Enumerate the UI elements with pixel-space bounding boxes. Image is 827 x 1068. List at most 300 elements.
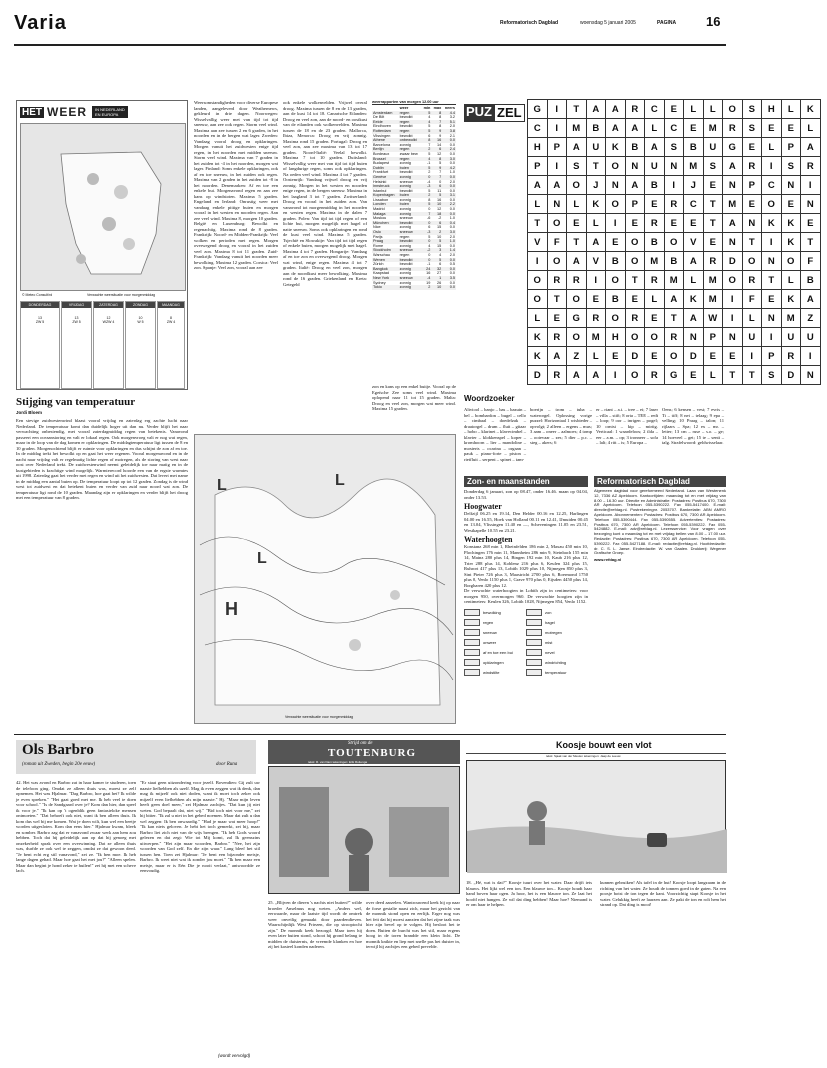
puzzle-cell: A xyxy=(684,252,704,271)
puzzle-cell: K xyxy=(528,347,548,366)
puzzle-cell: C xyxy=(762,176,782,195)
raft-text-2: kunnen gebruiken! Als tafel in de hut! Koosje loopt langzaam in de richting van het water. Ze houdt de tonnen goed in de gaten. Na een poosje botst de ton tegen de kant. Voorzichtig stapt Koosje in het water. Gelukkig heeft ze laarzen aan. Ze pakt de ton en rolt hem het strand op. Dat ding is mooi! xyxy=(600,880,726,907)
puzzle-cell: R xyxy=(664,195,684,214)
forecast-temp: 12 xyxy=(106,316,111,320)
weather-table-col-header: neers xyxy=(444,106,455,110)
puzzle-cell: E xyxy=(645,347,665,366)
puzzle-cell: L xyxy=(528,309,548,328)
puzzle-cell: M xyxy=(586,328,606,347)
weather-table-cell: 4 xyxy=(421,157,431,162)
weather-table-cell: 0.4 xyxy=(442,221,456,226)
puzzle-cell: I xyxy=(606,214,626,233)
puzzle-cell: F xyxy=(742,290,762,309)
puzzle-cell: M xyxy=(781,309,801,328)
puzzle-cell: K xyxy=(762,214,782,233)
weather-table-cell: 9 xyxy=(431,166,442,171)
weather-table-cell: zonnig xyxy=(399,225,411,230)
puzzle-cell: N xyxy=(781,176,801,195)
puzzle-cell: C xyxy=(528,119,548,138)
puzzle-cell: N xyxy=(723,328,743,347)
weather-table-cell: 16 xyxy=(437,197,442,202)
puzzle-cell: I xyxy=(547,100,567,119)
puzzle-cell: L xyxy=(781,271,801,290)
puzzle-cell: K xyxy=(781,214,801,233)
weather-table-row xyxy=(372,285,456,290)
puzzle-cell: R xyxy=(645,366,665,385)
weather-table-cell: Londen xyxy=(372,202,399,207)
word-list-title: Woordzoeker xyxy=(464,394,515,403)
puzzle-cell: N xyxy=(684,328,704,347)
legend-item: mist xyxy=(526,638,588,648)
comic-text-1: 25. „Blijven de dieren 's nachts niet buiten?" wilde broeder Anselmus nog weten. „Anders wel, eerwaarde, maar de laatste tijd wordt de omtrek weer onveilig gemaakt door paardendieven. Waarschijnlijk West Friezen, die op strooptocht zijn." De monnik keek bezorgd. Maar toen hij even later buiten stond, schoot hij grond belang te midden de duisternis, de vreemde klanken en hoe zij het kasteel konden naderen. xyxy=(268,900,362,949)
legend-icon xyxy=(464,669,480,676)
puzzle-cell: A xyxy=(684,309,704,328)
puzzle-cell: D xyxy=(781,366,801,385)
puzzle-cell: N xyxy=(742,214,762,233)
puzzle-cell: O xyxy=(567,176,587,195)
puzzle-cell: I xyxy=(801,347,821,366)
story-title: Ols Barbro xyxy=(22,742,94,758)
colofon-title: Reformatorisch Dagblad xyxy=(594,476,726,487)
weather-table-cell: Eelde xyxy=(372,120,399,125)
puzzle-cell: A xyxy=(567,252,587,271)
weather-table-cell: 0.0 xyxy=(442,267,456,272)
weather-table-cell: 7 xyxy=(428,142,431,147)
raft-header xyxy=(466,740,726,754)
weather-table-header: weerrapporten van morgen 12.00 uur xyxy=(372,100,456,105)
legend-item: nevel xyxy=(526,648,588,658)
puzzle-cell: E xyxy=(606,233,626,252)
weather-table-cell: Moskou xyxy=(373,216,387,221)
puzzle-cell: O xyxy=(606,195,626,214)
weather-table-cell: 0 xyxy=(421,239,431,244)
weather-subtitle-2: EN EUROPA xyxy=(95,112,119,117)
forecast-wind: ZW 4 xyxy=(166,320,176,324)
puzzle-cell: I xyxy=(762,328,782,347)
weather-table-cell: 4 xyxy=(428,243,431,248)
puzzle-cell: T xyxy=(703,195,723,214)
forecast-wind: ZW 5 xyxy=(35,320,45,324)
puzzle-cell: O xyxy=(742,252,762,271)
puzzle-cell: V xyxy=(528,233,548,252)
puzzle-cell: K xyxy=(684,290,704,309)
puzzle-cell: O xyxy=(547,214,567,233)
puzzle-cell: H xyxy=(528,138,548,157)
puzzle-cell: M xyxy=(703,290,723,309)
raft-credit: tekst: Sjaak van der Meulen tekeningen: Jaap de Leeuw xyxy=(546,754,621,758)
puzzle-cell: A xyxy=(664,290,684,309)
puzzle-cell: M xyxy=(703,271,723,290)
netherlands-map-svg xyxy=(21,124,187,292)
puzzle-cell: U xyxy=(703,138,723,157)
weather-table-cell: Rotterdam xyxy=(372,129,399,134)
puzzle-cell: H xyxy=(762,100,782,119)
comic-credit: tekst: R. van Dam tekeningen: Erik Ruitenga xyxy=(308,760,368,764)
puzzle-cell: A xyxy=(586,233,606,252)
puzzle-cell: T xyxy=(528,214,548,233)
weather-table-cell: 5 xyxy=(431,258,442,263)
weather-map-caption: Verwachte weersituatie voor morgenmiddag xyxy=(87,293,156,297)
puzzle-cell: A xyxy=(625,119,645,138)
weather-box xyxy=(16,100,188,390)
puzzle-cell: N xyxy=(606,176,626,195)
weather-table-cell: bewolkt xyxy=(399,221,422,226)
weather-table-cell: 4 xyxy=(439,253,442,257)
puzzle-cell: I xyxy=(801,176,821,195)
puzzle-cell: O xyxy=(664,233,684,252)
girl-head xyxy=(527,801,547,821)
weather-table-cell: Kaapstad xyxy=(373,271,390,276)
puzzle-cell: E xyxy=(684,119,704,138)
puzzle-cell: R xyxy=(547,328,567,347)
puzzle-cell: D xyxy=(528,366,548,385)
weather-table-cell: 3.2 xyxy=(449,115,455,120)
weather-table-cell: Oslo xyxy=(372,230,399,235)
weather-table-cell: 0.0 xyxy=(442,138,456,143)
cloud-icon xyxy=(114,185,128,199)
puzzle-cell: L xyxy=(586,347,606,366)
weather-table-cell: 32 xyxy=(431,267,442,272)
weather-table-cell: zonnig xyxy=(399,271,411,276)
weather-table-cell: zonnig xyxy=(399,207,411,212)
weather-table-cell: 0.0 xyxy=(449,188,455,193)
comic-scene-svg xyxy=(269,767,461,895)
legend-item: af en toe een bui xyxy=(464,648,526,658)
weather-table-cell: -4 xyxy=(426,179,431,184)
puzzle-row xyxy=(528,328,821,347)
weather-table-cell: Sydney xyxy=(373,280,386,285)
weather-table-cell: 0.0 xyxy=(449,243,455,248)
weather-table-cell: 15 xyxy=(437,225,442,230)
puzzle-cell: C xyxy=(684,195,704,214)
weather-table-cell: 4.4 xyxy=(442,111,456,116)
comic-header xyxy=(268,740,460,764)
puzzle-cell: A xyxy=(567,366,587,385)
legend-icon xyxy=(464,629,480,636)
forecast-wind: W 5 xyxy=(137,320,144,324)
puzzle-row xyxy=(528,138,821,157)
legend-item: onweer xyxy=(464,638,526,648)
raft-illustration xyxy=(466,760,726,872)
puzzle-cell: V xyxy=(586,252,606,271)
puzzle-cell: N xyxy=(723,233,743,252)
weather-table-cell: 3.1 xyxy=(442,193,456,198)
weather-table-cell: -1 xyxy=(426,161,431,166)
weather-table-cell: 14 xyxy=(437,142,442,147)
word-search-grid xyxy=(527,99,827,399)
weather-table-cell: regen xyxy=(399,253,410,257)
weather-table-cell: 2.0 xyxy=(449,124,455,129)
weather-table-cell: bewolkt xyxy=(399,133,413,138)
weather-table-cell: regen xyxy=(399,129,422,134)
puzzle-cell: L xyxy=(781,100,801,119)
weather-table-cell: 0.5 xyxy=(449,262,455,267)
weather-table-cell: Innsbruck xyxy=(372,184,399,189)
weather-table-cell: 5 xyxy=(431,239,442,244)
puzzle-cell: U xyxy=(742,328,762,347)
puzzle-row xyxy=(528,252,821,271)
puzzle-cell: B xyxy=(801,271,821,290)
puzzle-cell: E xyxy=(781,119,801,138)
weather-table-cell: Athene xyxy=(372,138,399,143)
weather-table-cell: 0.0 xyxy=(449,142,455,147)
forecast-wind: ZW 5 xyxy=(72,320,81,324)
puzzle-cell: L xyxy=(684,271,704,290)
weather-table-cell: zonnig xyxy=(399,212,422,217)
puzzle-cell: R xyxy=(625,309,645,328)
weather-table-cell: zonnig xyxy=(399,197,411,202)
header-rule xyxy=(14,44,726,46)
puzzle-cell: M xyxy=(664,271,684,290)
weather-table-cell: regen xyxy=(399,120,422,125)
low-pressure-label: L xyxy=(257,550,267,567)
puzzle-cell: L xyxy=(762,138,782,157)
weather-table-cell: 5 xyxy=(421,202,431,207)
story-col-2: "Er staat geen uitzondering voor jezelf. Bovendien: Gij zult uw naaste liefhebben als uzelf. Mag ik even zeggen wat ik denk, dan mag ik mijzelf ook niet doden, want ik moet toch zeker ook mijzelf even liefhebben als mijn naaste." Hj. "Maar mijn leven heeft geen doel meer," zei Hjalmar zachtjes. "Dat kun jij niet weten. God bepaalt dat, niet wij." "Bid toch niet voor me," zei hij bitter. "Ik zal u niet in het gebed noemen. Maar dat zult u dan wel zeggen: Ik ben onwaardig." "Had je maar wat meer hoop!" "Ik kan niets geloven. Je hebt het toch gemerkt, zei hij, maar Barbro liet zich niet van de wijs brengen. "Ik heb Gods woord gelezen en dat zegt: Wie tot Mij komt, zal Ik geenszins uitwerpen." "Het zijn maar woorden, Barbro." "Nee, het zijn woorden van God zelf. En die zijn waar." Lang bleef het stil tussen hen. Toen zei Hjalmar: "Je bent een bijzonder meisje, Barbro. Ik weet niet wat ik zonder jou moet." "Ik ben maar een meisje, maar er is Eén Die je nooit verlaat," antwoordde ze eenvoudig. xyxy=(140,780,260,873)
paper-name: Reformatorisch Dagblad xyxy=(500,20,559,26)
weather-subtitle xyxy=(92,106,128,118)
weather-table-cell: 0.0 xyxy=(449,271,455,276)
puzzle-cell: M xyxy=(684,157,704,176)
puzzle-cell: A xyxy=(586,366,606,385)
weather-table-cell: -2 xyxy=(421,248,431,253)
weather-table-cell: Dublin xyxy=(372,166,399,171)
weather-table-cell: 5 xyxy=(428,124,431,129)
puzzle-cell: A xyxy=(645,138,665,157)
puzzle-cell: V xyxy=(684,233,704,252)
weather-table-cell: 6 xyxy=(431,147,442,152)
comic-title-2: TOUTENBURG xyxy=(328,747,417,759)
puzzle-cell: R xyxy=(547,366,567,385)
puzzle-row xyxy=(528,233,821,252)
puzzle-cell: E xyxy=(625,214,645,233)
puzzle-cell: P xyxy=(781,138,801,157)
weather-table-cell: 8 xyxy=(439,124,442,129)
word-list-col-3: er – riant – a.i. – tree – ei; 7 laser – villa – stift; 8 orta – TEE – redt – loop; 9 oor – inrigen – pogel; 10 ornist – kip – mirtig. Verticaal: 1 waardeloos; 2 ilda – eer – a.m. – op; 3 ironneer – sofa – lalt; 4 ritt – is; 5 Europa – xyxy=(596,407,658,445)
tides-title: Zon- en maanstanden xyxy=(464,476,588,487)
weather-table-cell: 16 xyxy=(431,138,442,143)
puzzle-cell: L xyxy=(567,195,587,214)
puzzle-cell: D xyxy=(625,347,645,366)
hoogwater-title: Hoogwater xyxy=(464,502,502,511)
story-header xyxy=(16,740,256,774)
weather-table-cell: sneeuw xyxy=(399,230,422,235)
weather-table-cell: zonnig xyxy=(399,175,422,180)
puzzle-cell: O xyxy=(625,252,645,271)
weather-table-cell: 5 xyxy=(428,188,431,193)
puzzle-row xyxy=(528,366,821,385)
weather-table-cell: 8 xyxy=(428,197,431,202)
puzzle-cell: S xyxy=(781,157,801,176)
puzzle-cell: L xyxy=(528,195,548,214)
puzzle-cell: A xyxy=(606,100,626,119)
weather-table-cell: De Bilt xyxy=(373,115,385,120)
raft-box xyxy=(466,740,726,1060)
weather-table-cell: Warschau xyxy=(373,253,390,257)
weather-table-cell: 0 xyxy=(421,221,431,226)
puzzle-cell: C xyxy=(645,100,665,119)
weather-table-cell: New York xyxy=(372,276,399,281)
weather-table-cell: 3.5 xyxy=(442,276,456,281)
puzzle-cell: L xyxy=(703,366,723,385)
puzzle-cell: T xyxy=(567,100,587,119)
weather-table-cell: 2.0 xyxy=(449,179,455,184)
weather-table-cell: 0 xyxy=(421,258,431,263)
puzzle-logo-b: ZEL xyxy=(494,104,525,122)
weather-table-cell: 1 xyxy=(431,276,442,281)
puzzle-cell: A xyxy=(801,290,821,309)
puzzle-cell: E xyxy=(684,366,704,385)
weather-table-cell: 3.0 xyxy=(442,157,456,162)
weather-table-cell: 3.0 xyxy=(442,230,456,235)
weather-table-cell: 8 xyxy=(431,111,442,116)
section-title: Varia xyxy=(14,12,67,34)
weather-table-cell: bewolkt xyxy=(399,262,413,267)
weather-table-cell: 0.0 xyxy=(442,184,456,189)
weather-table-cell: 1.0 xyxy=(442,239,456,244)
europe-map xyxy=(194,434,456,724)
temperature-article xyxy=(16,396,188,726)
puzzle-cell: A xyxy=(606,119,626,138)
puzzle-cell: E xyxy=(703,233,723,252)
puzzle-cell: L xyxy=(742,309,762,328)
puzzle-cell: E xyxy=(645,309,665,328)
legend-item: sneeuw xyxy=(464,628,526,638)
puzzle-cell: R xyxy=(645,214,665,233)
legend-item: windrichting xyxy=(526,658,588,668)
low-pressure-label: L xyxy=(217,477,227,494)
legend-icon xyxy=(464,619,480,626)
colofon-body: Algemeen dagblad voor gereformeerd Nederland. Laan van Westenenk 12, 7336 AZ Apeldoorn. Kantoortijden: maandag tot en met vrijdag van 8.00 – 16.30 uur. Directie en Administratie: Postadres: Postbus 670, 7300 AR Apeldoorn. Telefoon 055-5390222. Fax 055-5417400. E-mail: directie@refdag.nl. Postrekeningnr. 2053707. Bankrelatie: ABN AMRO Apeldoorn. Abonnementen: Postadres: Postbus 670, 7300 AR Apeldoorn. Telefoon 055-5390444. Fax 055-5390555. Advertenties: Postadres: Postbus 670, 7300 AR Apeldoorn. Telefoon 055-5390222. Fax 055-5424882. E-mail: adv@refdag.nl. Lezersservice: Voor vragen over bezorging kunt u maandag tot en met vrijdag bellen van 8.00 – 17.00 uur. Redactie: Postadres: Postbus 670, 7300 AR Apeldoorn. Telefoon 055-5390222. Fax 055-5427188. E-mail: redactie@refdag.nl. Hoofdredactie: dr. C. S. L. Janse. Eindredactie: W. van Gaalen. Drukkerij: Wegener Grafische Groep. xyxy=(594,488,726,556)
puzzle-cell: E xyxy=(801,214,821,233)
weather-table-cell: 1.4 xyxy=(442,248,456,253)
forecast-day: ZONDAG 10 W 5 xyxy=(125,301,156,389)
weather-table-cell: Zürich xyxy=(373,262,384,267)
weather-table-cell: bewolkt xyxy=(399,170,413,175)
weather-table-cell: Helsinki xyxy=(373,179,387,184)
weather-table-cell: 2 xyxy=(421,285,431,290)
raft-title: Koosje bouwt een vlot xyxy=(556,740,652,750)
europe-weather-col-2: ook enkele wolkenvelden. Vrijwel overal droog. Maxima tussen de 8 en de 13 graden, aan de kust 14 tot 18. Canarische Eilanden: Droog en veel zon, aan de noord- en oostkust van de eilanden ook wolkenvelden. Maxima tussen de 18 en de 23 graden. Mallorca, Ibiza, Menorca: Droog en vrij zonnig. Maxima rond 15 graden. Portugal: Droog en veel zon, aan zee maxima van 13 tot 17 graden. Noord-Italië: Veelal bewolkt. Maxima 7 tot 10 graden. Duitsland: Wisselvallig weer met van tijd tot tijd buien of langdurige regen, soms ook opklaringen. Na oeden veel wind. Maxima 4 tot 7 graden. Oostenrijk: Vandaag vrijwel droog en vrij zonnig. Morgen in het westen en noorden enige regen, in de bergen sneeuw. Maxima in het laagland 3 tot 7 graden. Zwitserland: Droog en vooral in het zuiden zon. Van vanavond tot morgenmiddag in het noorden en westen regen. Maxima in de dalen 7 graden. Polen: Van tijd tot tijd regen of een lichte bui, morgen mogelijk met hagel of natte sneeuw. Soms ook opklaringen en rond de kust veel wind. Maxima 5 graden. Tsjechië en Slowakije: Van tijd tot tijd regen of enkele buien, morgen mogelijk met hagel. Maxima 4 tot 7 graden. Hongarije: Vandaag af en toe zon en overwegend droog. Morgen wat wind, enige regen. Maxima 4 tot 7 graden. Italië: Droog en veel zon, morgen aan de noordkust meer bewolking. Maxima rond de 16 graden. Griekenland en Kreta: Getegeld xyxy=(283,100,367,287)
puzzle-cell: L xyxy=(703,100,723,119)
weather-table-cell: Malaga xyxy=(372,212,399,217)
puzzle-cell: D xyxy=(684,347,704,366)
puzzle-cell: U xyxy=(801,328,821,347)
weather-table-cell: 0.0 xyxy=(449,207,455,212)
weather-table-cell: zonnig xyxy=(399,285,422,290)
puzzle-cell: T xyxy=(547,290,567,309)
weather-table-cell: buien xyxy=(399,202,422,207)
puzzle-row xyxy=(528,290,821,309)
legend-item: regen xyxy=(464,618,526,628)
weather-table-cell: 10 xyxy=(431,285,442,290)
weather-table-cell: Wenen xyxy=(372,258,399,263)
puzzle-cell: T xyxy=(762,271,782,290)
weather-table-cell: 8 xyxy=(421,138,431,143)
weather-table-cell: 7 xyxy=(421,212,431,217)
weather-table-cell: 7 xyxy=(431,120,442,125)
weather-table-cell: 4 xyxy=(428,115,431,120)
puzzle-cell: N xyxy=(801,195,821,214)
forecast-temp: 8 xyxy=(170,316,172,320)
puzzle-cell: E xyxy=(625,290,645,309)
word-search-table xyxy=(527,99,821,385)
puzzle-cell: J xyxy=(684,176,704,195)
weather-table-cell: onbewolkt xyxy=(399,138,422,143)
puzzle-cell: E xyxy=(762,290,782,309)
puzzle-cell: N xyxy=(801,366,821,385)
comic-box xyxy=(268,740,460,1060)
puzzle-row xyxy=(528,195,821,214)
weather-table-cell: bewolkt xyxy=(399,258,422,263)
puzzle-cell: S xyxy=(742,100,762,119)
puzzle-cell: S xyxy=(742,119,762,138)
puzzle-cell: I xyxy=(547,157,567,176)
weather-title-weer: WEER xyxy=(44,105,90,119)
forecast-day: ZATERDAG 12 WZW 4 xyxy=(93,301,124,389)
weather-table xyxy=(372,106,456,290)
building xyxy=(389,807,449,877)
forecast-day: VRIJDAG 13 ZW 5 xyxy=(61,301,92,389)
weather-table-cell: Bangkok xyxy=(372,267,399,272)
puzzle-cell: S xyxy=(664,138,684,157)
weather-table-cell: 2 xyxy=(428,170,431,175)
puzzle-cell: U xyxy=(645,157,665,176)
puzzle-cell: N xyxy=(547,195,567,214)
weather-table-cell: 5 xyxy=(421,129,431,134)
weather-table-cell: Parijs xyxy=(373,234,383,239)
weather-table-cell: 6 xyxy=(431,221,442,226)
puzzle-cell: W xyxy=(703,309,723,328)
puzzle-cell: E xyxy=(664,214,684,233)
weather-table-cell: 0.0 xyxy=(442,258,456,263)
puzzle-cell: I xyxy=(606,366,626,385)
europe-map-caption: Verwachte weersituatie voor morgenmiddag xyxy=(285,715,354,719)
puzzle-row xyxy=(528,119,821,138)
puzzle-cell: R xyxy=(742,157,762,176)
puzzle-cell: G xyxy=(723,138,743,157)
weather-table-cell: bewolkt xyxy=(399,124,413,129)
puzzle-cell: B xyxy=(586,119,606,138)
puzzle-cell: B xyxy=(606,252,626,271)
puzzle-cell: T xyxy=(801,233,821,252)
weather-table-cell: regen xyxy=(399,157,422,162)
weather-table-cell: München xyxy=(372,221,399,226)
weather-table-cell: Amsterdam xyxy=(372,111,399,116)
puzzle-cell: I xyxy=(723,290,743,309)
puzzle-cell: S xyxy=(762,366,782,385)
puzzle-cell: A xyxy=(547,347,567,366)
puzzle-cell: T xyxy=(664,309,684,328)
weather-table-cell: 6 xyxy=(428,225,431,230)
water xyxy=(467,826,727,873)
weather-table-cell: 12 xyxy=(437,207,442,212)
weather-table-cell: sneeuw xyxy=(399,276,422,281)
weather-table-cell: Lissabon xyxy=(373,197,389,202)
puzzle-logo xyxy=(464,104,520,122)
europe-weather-col-3: zon en kans op een enkel buitje. Vooral op de Egeïsche Zee soms veel wind. Maxima oplopend naar 11 tot 15 graden. Malta: Droog en veel zon, morgen wat meer wind. Maxima 15 graden. xyxy=(372,384,456,411)
forecast-temp: 10 xyxy=(138,316,143,320)
puzzle-cell: T xyxy=(625,271,645,290)
weather-table-cell: 2 xyxy=(431,230,442,235)
puzzle-cell: L xyxy=(684,100,704,119)
puzzle-cell: K xyxy=(781,290,801,309)
legend-icon xyxy=(526,619,542,626)
legend-item: temperatuur xyxy=(526,668,588,678)
puzzle-cell: H xyxy=(606,328,626,347)
puzzle-cell: G xyxy=(528,100,548,119)
puzzle-cell: R xyxy=(781,347,801,366)
